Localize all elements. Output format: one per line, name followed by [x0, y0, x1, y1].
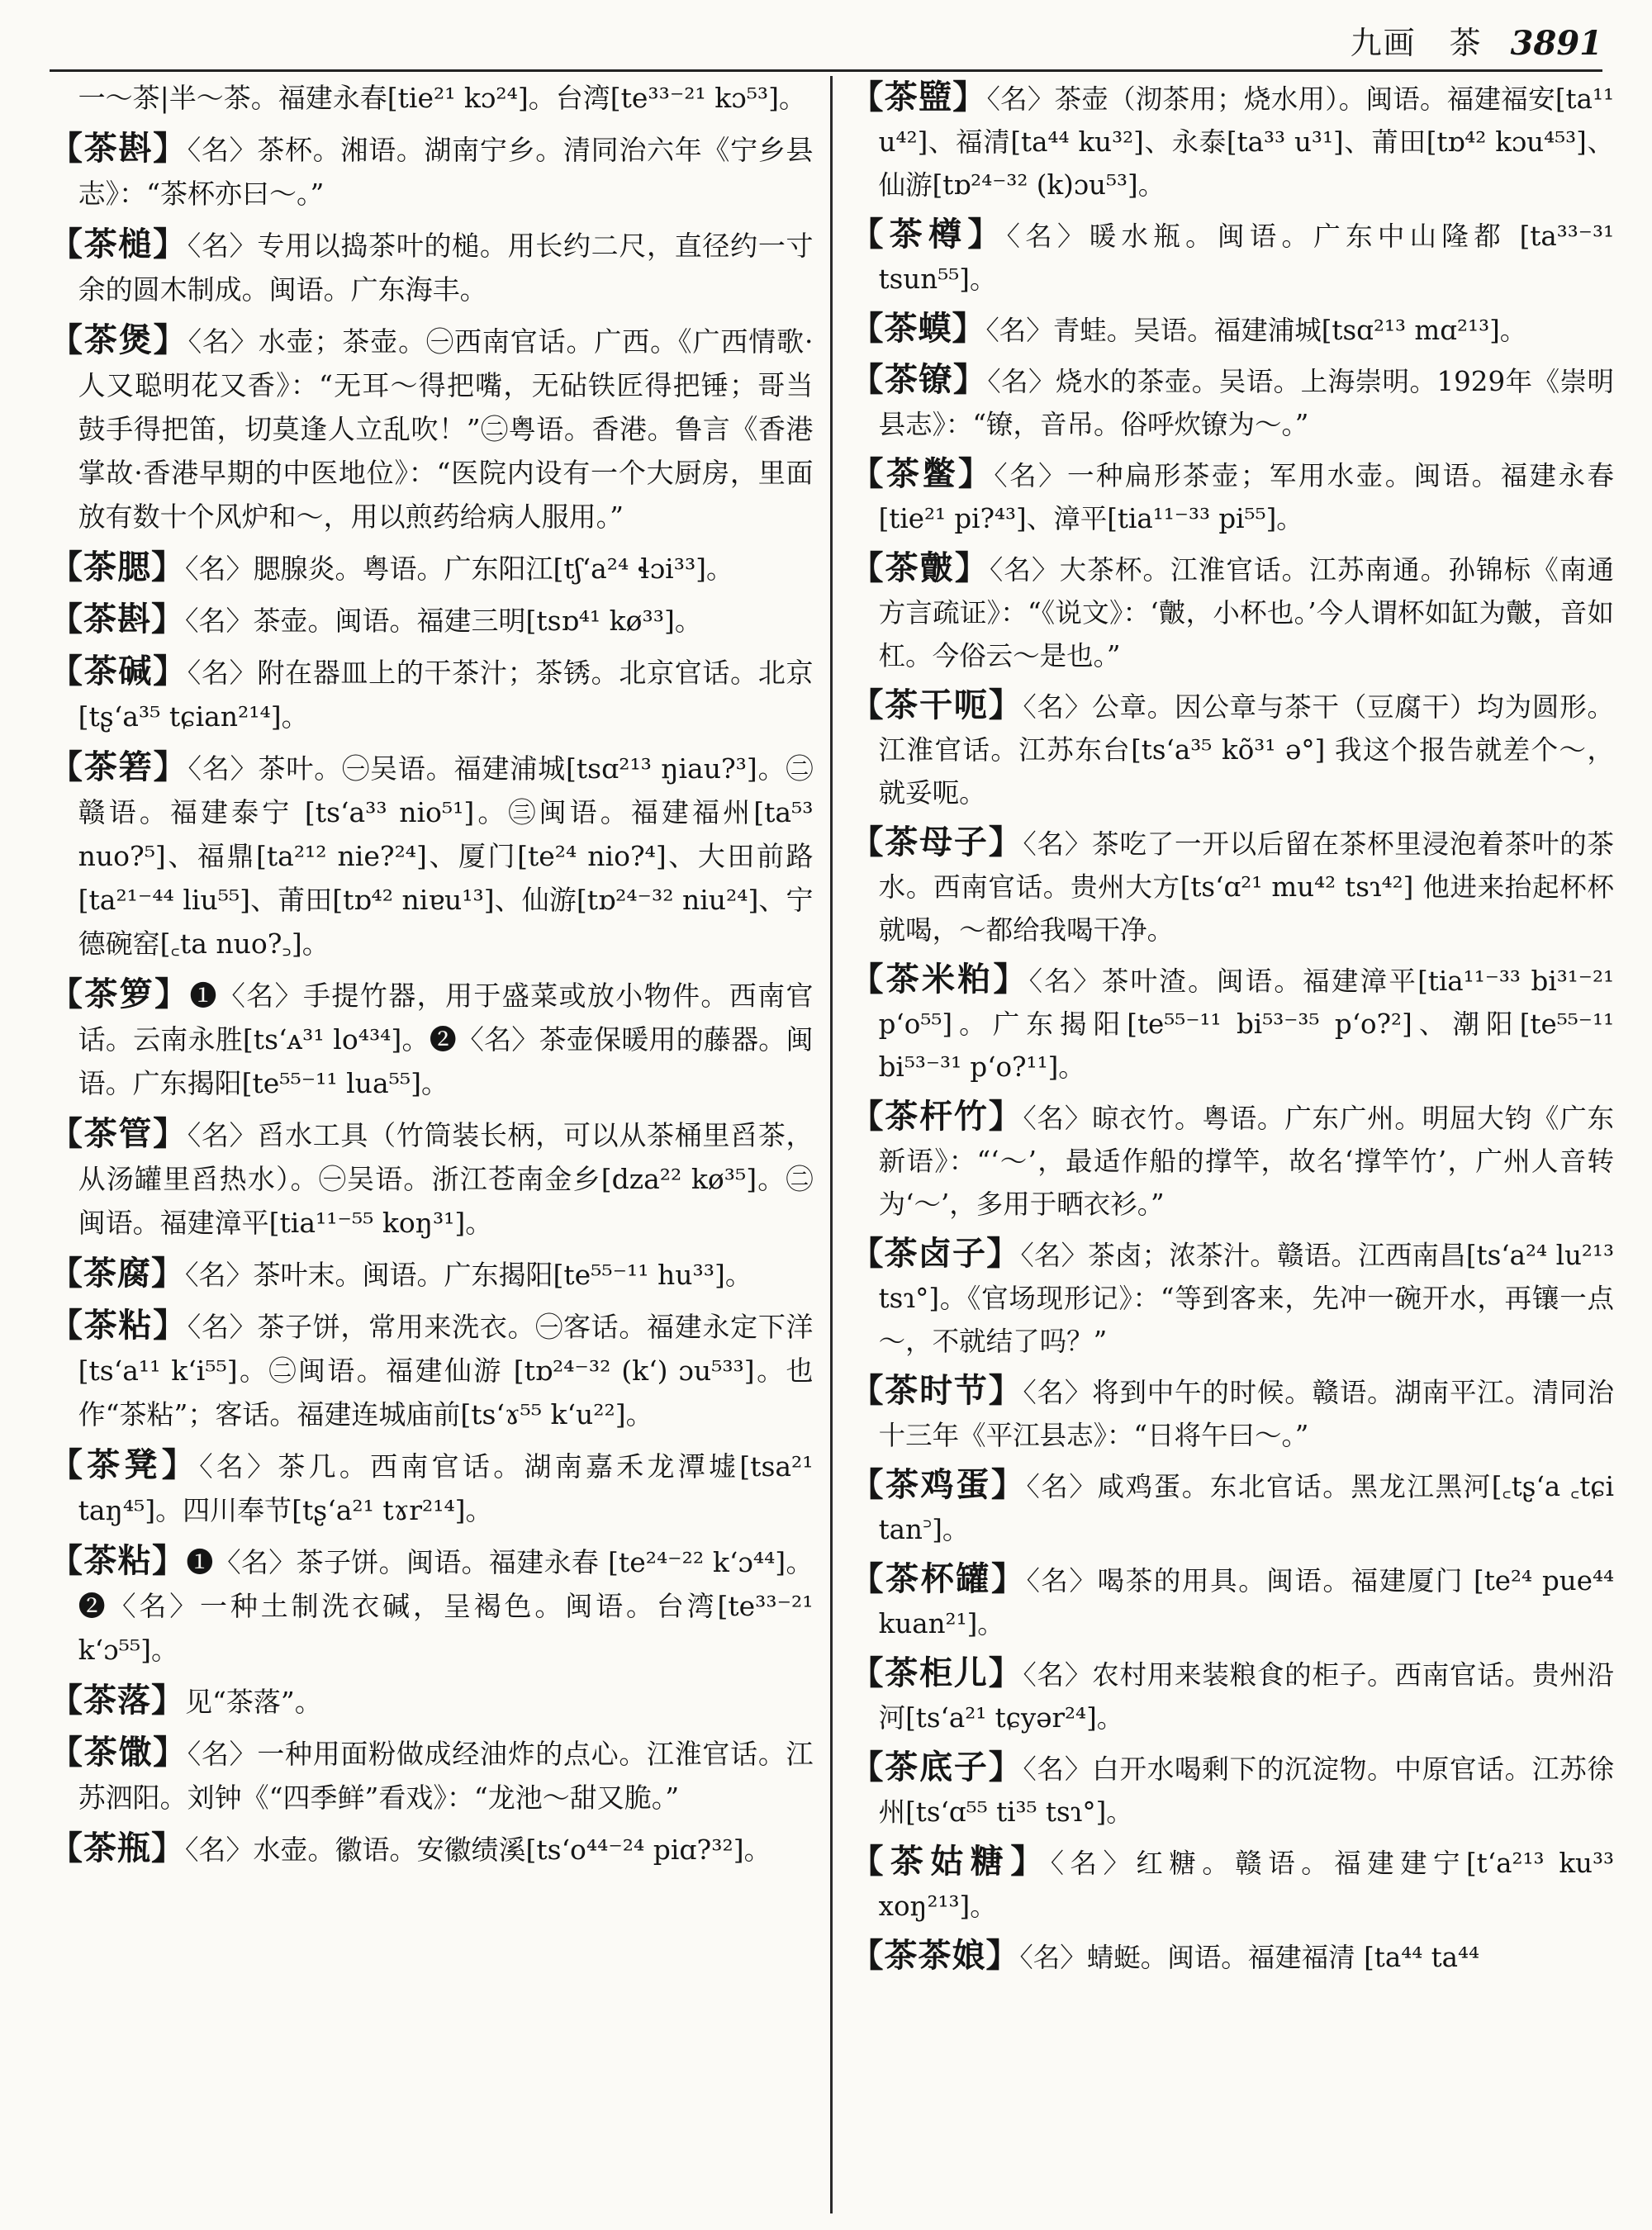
entry-definition: 见“茶落”。 — [185, 1686, 322, 1718]
entry-definition: 〈名〉咸鸡蛋。东北官话。黑龙江黑河[꜀tʂʻa ꜀tɕi tan꜄]。 — [878, 1471, 1614, 1545]
right-column — [833, 76, 1615, 2213]
entry-headword: 【茶母子】 — [850, 823, 1023, 861]
entry-definition: 〈名〉晾衣竹。粤语。广东广州。明屈大钧《广东新语》：“‘～’，最适作船的撑竿，故名‘撑竿竹’，广州人音转为‘～’，多用于晒衣衫。” — [878, 1103, 1614, 1220]
entry-definition: 〈名〉茶吃了一开以后留在茶杯里浸泡着茶叶的茶水。西南官话。贵州大方[tsʻɑ²¹ mu⁴² tsɿ⁴²] 他进来抬起杯杯就喝，～都给我喝干净。 — [878, 828, 1614, 946]
dictionary-entry — [851, 1840, 1615, 1928]
dictionary-entry — [851, 1746, 1615, 1834]
entry-definition: ❶〈名〉茶子饼。闽语。福建永春 [te²⁴⁻²² kʻɔ⁴⁴]。❷〈名〉一种土制洗衣碱，呈褐色。闽语。台湾[te³³⁻²¹ kʻɔ⁵⁵]。 — [78, 1546, 814, 1666]
dictionary-entry — [50, 1539, 814, 1672]
entry-definition: 〈名〉将到中午的时候。赣语。湖南平江。清同治十三年《平江县志》：“日将午曰～。” — [878, 1377, 1614, 1451]
dictionary-entry — [851, 213, 1615, 301]
entry-definition: 〈名〉水壶。徽语。安徽绩溪[tsʻo⁴⁴⁻²⁴ piɑ?³²]。 — [185, 1834, 771, 1866]
entry-headword: 【茶箩】 — [50, 975, 190, 1013]
dictionary-entry — [50, 1826, 814, 1872]
dictionary-columns — [50, 76, 1614, 2213]
entry-definition: 一～茶|半～茶。福建永春[tie²¹ kɔ²⁴]。台湾[te³³⁻²¹ kɔ⁵³]。 — [78, 82, 807, 114]
dictionary-entry — [50, 1443, 814, 1532]
entry-headword: 【茶杯罐】 — [850, 1559, 1027, 1598]
page-header — [50, 20, 1602, 72]
entry-definition: 〈名〉烧水的茶壶。吴语。上海崇明。1929年《崇明县志》：“镣，音吊。俗呼炊镣为～。” — [878, 366, 1614, 440]
dictionary-entry — [851, 307, 1615, 352]
entry-headword: 【茶杆竹】 — [850, 1097, 1023, 1136]
entry-headword: 【茶柜儿】 — [850, 1654, 1023, 1692]
entry-headword: 【茶槌】 — [50, 225, 188, 263]
entry-definition: 〈名〉暖水瓶。闽语。广东中山隆都 [ta³³⁻³¹ tsun⁵⁵]。 — [878, 221, 1614, 295]
entry-headword: 【茶粘】 — [50, 1306, 188, 1345]
dictionary-entry — [50, 545, 814, 591]
entry-definition: 〈名〉喝茶的用具。闽语。福建厦门 [te²⁴ pue⁴⁴ kuan²¹]。 — [878, 1565, 1614, 1639]
entry-headword: 【茶馓】 — [50, 1733, 188, 1772]
page-number: 3891 — [1510, 24, 1602, 63]
entry-headword: 【茶落】 — [50, 1681, 185, 1720]
entry-definition: 〈名〉红糖。赣语。福建建宁[tʻa²¹³ ku³³ xoŋ²¹³]。 — [878, 1848, 1614, 1922]
dictionary-entry — [50, 649, 814, 738]
entry-definition: 〈名〉茶壶（沏茶用；烧水用）。闽语。福建福安[ta¹¹ u⁴²]、福清[ta⁴⁴ ku³²]、永泰[ta³³ u³¹]、莆田[tɒ⁴² kɔu⁴⁵³]、仙游[tɒ²⁴⁻³² (k)ɔu⁵³]。 — [878, 83, 1614, 201]
dictionary-entry — [50, 76, 814, 120]
dictionary-entry — [50, 1730, 814, 1820]
dictionary-entry — [851, 1558, 1615, 1645]
entry-definition: 〈名〉茶叶。㊀吴语。福建浦城[tsɑ²¹³ ŋiau?³]。㊁赣语。福建泰宁 [tsʻa³³ nio⁵¹]。㊂闽语。福建福州[ta⁵³ nuo?⁵]、福鼎[ta²¹² nie?²⁴]、厦门[te²⁴ nio?⁴]、大田前路[ta²¹⁻⁴⁴ liu⁵⁵]、莆田[tɒ⁴² niɐu¹³]、仙游[tɒ²⁴⁻³² niu²⁴]、宁德碗窑[꜀ta nuo?꜆]。 — [78, 752, 814, 960]
dictionary-entry — [50, 1251, 814, 1297]
entry-definition: 〈名〉茶叶末。闽语。广东揭阳[te⁵⁵⁻¹¹ hu³³]。 — [185, 1259, 752, 1291]
entry-headword: 【茶时节】 — [850, 1371, 1023, 1410]
dictionary-entry — [50, 318, 814, 539]
entry-definition: 〈名〉一种扁形茶壶；军用水壶。闽语。福建永春[tie²¹ pi?⁴³]、漳平[tia¹¹⁻³³ pi⁵⁵]。 — [878, 460, 1614, 534]
entry-definition: 〈名〉茶壶。闽语。福建三明[tsɒ⁴¹ kø³³]。 — [185, 605, 702, 637]
entry-headword: 【茶箬】 — [50, 747, 188, 786]
entry-headword: 【茶斟】 — [50, 600, 185, 638]
entry-headword: 【茶鸡蛋】 — [850, 1465, 1027, 1504]
dictionary-entry — [851, 821, 1615, 951]
entry-definition: ❶〈名〉手提竹器，用于盛菜或放小物件。西南官话。云南永胜[tsʻᴀ³¹ lo⁴³⁴]。❷〈名〉茶壶保暖用的藤器。闽语。广东揭阳[te⁵⁵⁻¹¹ lua⁵⁵]。 — [78, 980, 814, 1099]
entry-headword: 【茶碱】 — [50, 652, 188, 690]
dictionary-entry — [851, 1369, 1615, 1457]
dictionary-entry — [50, 1678, 814, 1724]
entry-headword: 【茶米粕】 — [850, 960, 1029, 999]
entry-headword: 【茶斟】 — [50, 129, 188, 168]
entry-definition: 〈名〉茶卤；浓茶汁。赣语。江西南昌[tsʻa²⁴ lu²¹³ tsɿ°]。《官场现形记》：“等到客来，先冲一碗开水，再镶一点～，不就结了吗？” — [878, 1240, 1614, 1357]
entry-definition: 〈名〉农村用来装粮食的柜子。西南官话。贵州沿河[tsʻa²¹ tɕyər²⁴]。 — [878, 1659, 1614, 1734]
dictionary-entry — [851, 1934, 1615, 1979]
dictionary-entry — [851, 1232, 1615, 1363]
entry-headword: 【茶底子】 — [850, 1748, 1023, 1786]
entry-definition: 〈名〉茶叶渣。闽语。福建漳平[tia¹¹⁻³³ bi³¹⁻²¹ pʻo⁵⁵]。广东揭阳[te⁵⁵⁻¹¹ bi⁵³⁻³⁵ pʻo?²]、潮阳[te⁵⁵⁻¹¹ bi⁵³⁻³¹ pʻo?¹¹]。 — [878, 966, 1614, 1083]
entry-definition: 〈名〉公章。因公章与茶干（豆腐干）均为圆形。江淮官话。江苏东台[tsʻa³⁵ kõ³¹ ə°] 我这个报告就差个～，就妥呃。 — [878, 691, 1614, 809]
dictionary-entry — [50, 222, 814, 311]
entry-headword: 【茶腐】 — [50, 1254, 185, 1293]
entry-definition: 〈名〉蜻蜓。闽语。福建福清 [ta⁴⁴ ta⁴⁴ — [1019, 1942, 1480, 1973]
entry-definition: 〈名〉青蛙。吴语。福建浦城[tsɑ²¹³ mɑ²¹³]。 — [985, 315, 1527, 346]
dictionary-entry — [851, 358, 1615, 446]
entry-definition: 〈名〉一种用面粉做成经油炸的点心。江淮官话。江苏泗阳。刘钟《“四季鲜”看戏》：“龙池～甜又脆。” — [78, 1738, 814, 1814]
entry-headword: 【茶盬】 — [850, 78, 987, 116]
entry-definition: 〈名〉专用以捣茶叶的槌。用长约二尺，直径约一寸余的圆木制成。闽语。广东海丰。 — [78, 230, 814, 306]
entry-headword: 【茶腮】 — [50, 548, 185, 586]
entry-headword: 【茶干呃】 — [850, 686, 1023, 724]
dictionary-entry — [50, 126, 814, 216]
dictionary-entry — [50, 597, 814, 643]
left-column — [50, 76, 830, 2213]
entry-definition: 〈名〉水壶；茶壶。㊀西南官话。广西。《广西情歌·人又聪明花又香》：“无耳～得把嘴，无砧铁匠得把锤；哥当鼓手得把笛，切莫逢人立乱吹！”㊁粤语。香港。鲁言《香港掌故·香港早期的中医地位》：“医院内设有一个大厨房，里面放有数十个风炉和～，用以煎药给病人服用。” — [78, 325, 814, 533]
entry-definition: 〈名〉茶杯。湘语。湖南宁乡。清同治六年《宁乡县志》：“茶杯亦曰～。” — [78, 134, 814, 210]
dictionary-entry — [50, 745, 814, 966]
dictionary-entry — [50, 1112, 814, 1245]
dictionary-entry — [50, 972, 814, 1105]
entry-definition: 〈名〉茶几。西南官话。湖南嘉禾龙潭墟[tsa²¹ taŋ⁴⁵]。四川奉节[tʂʻa²¹ tɤr²¹⁴]。 — [78, 1450, 814, 1526]
dictionary-entry — [851, 1652, 1615, 1739]
entry-headword: 【茶镣】 — [850, 360, 988, 399]
dictionary-entry — [851, 76, 1615, 206]
entry-headword: 【茶鳖】 — [850, 454, 995, 493]
dictionary-entry — [851, 453, 1615, 540]
entry-headword: 【茶煲】 — [50, 320, 188, 359]
dictionary-entry — [851, 1464, 1615, 1551]
entry-headword: 【茶蟆】 — [850, 309, 986, 348]
dictionary-entry — [851, 547, 1615, 677]
dictionary-entry — [851, 958, 1615, 1089]
dictionary-entry — [50, 1303, 814, 1436]
entry-definition: 〈名〉腮腺炎。粤语。广东阳江[tʃʻa²⁴ ɬɔi³³]。 — [185, 553, 734, 585]
entry-headword: 【茶姑糖】 — [850, 1842, 1051, 1881]
entry-headword: 【茶皾】 — [850, 548, 990, 587]
entry-headword: 【茶瓶】 — [50, 1829, 185, 1867]
dictionary-entry — [851, 1095, 1615, 1226]
entry-definition: 〈名〉白开水喝剩下的沉淀物。中原官话。江苏徐州[tsʻɑ⁵⁵ ti³⁵ tsɿ°]。 — [878, 1753, 1614, 1828]
entry-definition: 〈名〉大茶杯。江淮官话。江苏南通。孙锦标《南通方言疏证》：“《说文》：‘皾，小杯也。’今人谓杯如缸为皾，音如杠。今俗云～是也。” — [878, 554, 1614, 671]
entry-definition: 〈名〉舀水工具（竹筒装长柄，可以从茶桶里舀茶，从汤罐里舀热水）。㊀吴语。浙江苍南金乡[dza²² kø³⁵]。㊁闽语。福建漳平[tia¹¹⁻⁵⁵ koŋ³¹]。 — [78, 1119, 814, 1239]
entry-headword: 【茶管】 — [50, 1114, 188, 1153]
entry-definition: 〈名〉附在器皿上的干茶汁；茶锈。北京官话。北京[tʂʻa³⁵ tɕian²¹⁴]。 — [78, 657, 814, 733]
section-label: 九画 茶 — [1350, 25, 1483, 61]
entry-headword: 【茶樽】 — [850, 215, 1007, 254]
entry-headword: 【茶卤子】 — [850, 1234, 1021, 1273]
dictionary-entry — [851, 684, 1615, 814]
entry-headword: 【茶凳】 — [50, 1445, 200, 1484]
entry-definition: 〈名〉茶子饼，常用来洗衣。㊀客话。福建永定下洋 [tsʻa¹¹ kʻi⁵⁵]。㊁闽语。福建仙游 [tɒ²⁴⁻³² (kʻ) ɔu⁵³³]。也作“茶粘”；客话。福建连城庙前[tsʻɤ⁵⁵ kʻu²²]。 — [78, 1311, 814, 1431]
entry-headword: 【茶粘】 — [50, 1541, 187, 1580]
entry-headword: 【茶茶娘】 — [850, 1936, 1020, 1975]
